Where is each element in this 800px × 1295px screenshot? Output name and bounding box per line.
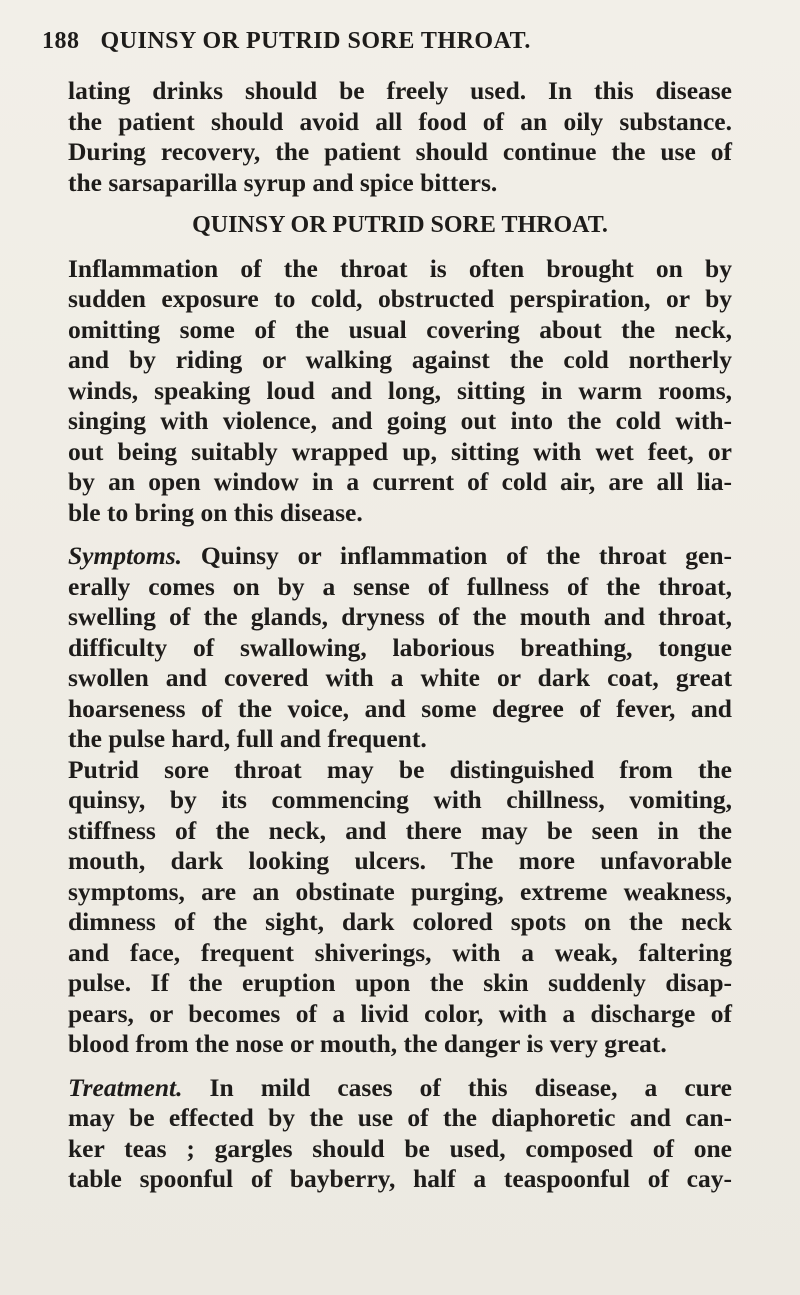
- text-line: omitting some of the usual covering about the neck,: [68, 314, 732, 344]
- page-number: 188: [42, 28, 80, 54]
- text-line: ker teas ; gargles should be used, composed of one: [68, 1133, 732, 1163]
- text-line: the patient should avoid all food of an oily substance.: [68, 106, 732, 136]
- text-line: difficulty of swallowing, laborious breathing, tongue: [68, 632, 732, 662]
- symptoms-first-line: Quinsy or inflammation of the throat gen-: [182, 541, 732, 570]
- text-line: stiffness of the neck, and there may be seen in the: [68, 815, 732, 845]
- running-head-title: QUINSY OR PUTRID SORE THROAT.: [100, 28, 531, 54]
- text-line: erally comes on by a sense of fullness of the throat,: [68, 571, 732, 601]
- treatment-label: Treatment.: [68, 1072, 183, 1102]
- treatment-paragraph: [68, 1073, 732, 1195]
- text-line: pulse. If the eruption upon the skin suddenly disap-: [68, 968, 732, 997]
- text-line: During recovery, the patient should continue the use of: [68, 137, 732, 166]
- text-line: dimness of the sight, dark colored spots on the neck: [68, 907, 732, 936]
- text-line: and by riding or walking against the cold northerly: [68, 345, 732, 374]
- putrid-paragraph: [68, 755, 732, 1060]
- text-line: symptoms, are an obstinate purging, extreme weakness,: [68, 876, 732, 906]
- text-line: sudden exposure to cold, obstructed perspiration, or by: [68, 284, 732, 313]
- text-line: may be effected by the use of the diaphoretic and can-: [68, 1103, 732, 1132]
- body-text: [68, 76, 732, 1195]
- text-line: Inflammation of the throat is often brought on by: [68, 253, 732, 283]
- paragraph-gap: [68, 1060, 732, 1073]
- running-head: [42, 28, 742, 62]
- symptoms-label: Symptoms.: [68, 541, 183, 570]
- text-line: singing with violence, and going out into the cold with-: [68, 406, 732, 435]
- text-line: winds, speaking loud and long, sitting in warm rooms,: [68, 375, 732, 405]
- text-line: [68, 541, 732, 572]
- treatment-first-line: In mild cases of this disease, a cure: [182, 1072, 732, 1102]
- text-line: the pulse hard, full and frequent.: [68, 724, 427, 753]
- text-line: quinsy, by its commencing with chillness, vomiting,: [68, 785, 732, 814]
- text-line: swollen and covered with a white or dark coat, great: [68, 663, 732, 692]
- text-line: hoarseness of the voice, and some degree of fever, and: [68, 693, 732, 723]
- text-line: lating drinks should be freely used. In this disease: [68, 76, 732, 105]
- text-line: ble to bring on this disease.: [68, 497, 363, 527]
- text-line: mouth, dark looking ulcers. The more unfavorable: [68, 846, 732, 875]
- text-line: by an open window in a current of cold air, are all lia-: [68, 467, 732, 496]
- text-line: Putrid sore throat may be distinguished from the: [68, 754, 732, 784]
- text-line: swelling of the glands, dryness of the mouth and throat,: [68, 602, 732, 631]
- text-line: table spoonful of bayberry, half a teaspoonful of cay-: [68, 1164, 732, 1193]
- paragraph-gap: [68, 528, 732, 541]
- section-heading: QUINSY OR PUTRID SORE THROAT.: [192, 212, 608, 238]
- causes-paragraph: [68, 254, 732, 529]
- symptoms-paragraph: [68, 541, 732, 755]
- text-line: pears, or becomes of a livid color, with a discharge of: [68, 998, 732, 1028]
- text-line: [68, 1073, 732, 1104]
- text-line: blood from the nose or mouth, the danger is very great.: [68, 1029, 667, 1058]
- text-line: the sarsaparilla syrup and spice bitters.: [68, 167, 498, 197]
- intro-paragraph: [68, 76, 732, 198]
- text-line: and face, frequent shiverings, with a weak, faltering: [68, 937, 732, 967]
- text-line: out being suitably wrapped up, sitting with wet feet, or: [68, 436, 732, 466]
